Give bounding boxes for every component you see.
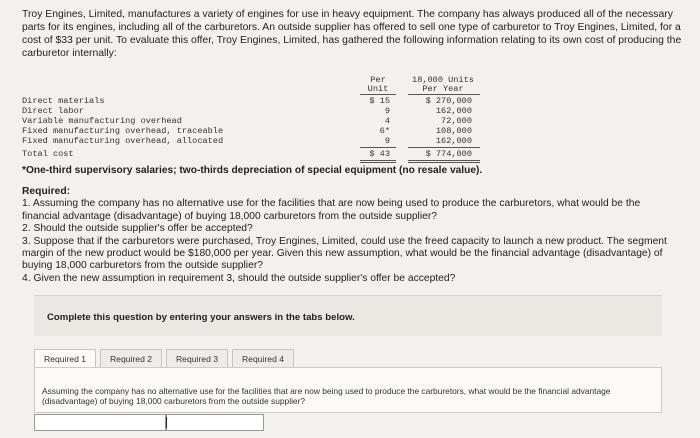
row-year: 162,000 bbox=[435, 106, 472, 116]
instructions-panel bbox=[34, 295, 662, 336]
question-box bbox=[34, 367, 662, 413]
answer-row bbox=[34, 414, 264, 432]
total-year-double-rule bbox=[408, 160, 480, 161]
tab-required-4[interactable]: Required 4 bbox=[232, 349, 294, 368]
answer-input[interactable] bbox=[166, 414, 264, 431]
instructions-text: Complete this question by entering your answers in the tabs below. bbox=[47, 312, 355, 323]
required-item-2: 2. Should the outside supplier's offer be accepted? bbox=[22, 223, 253, 235]
total-unit-double-rule bbox=[360, 160, 396, 161]
tab-required-3[interactable]: Required 3 bbox=[166, 349, 228, 368]
total-unit-double-rule-2 bbox=[360, 162, 396, 163]
required-section bbox=[22, 186, 672, 285]
row-year: 108,000 bbox=[435, 126, 472, 136]
header-year-line1: 18,000 Units bbox=[412, 75, 474, 85]
table-row bbox=[22, 116, 492, 126]
total-label: Total cost bbox=[22, 149, 74, 159]
row-year: 72,000 bbox=[441, 116, 472, 126]
tab-required-2[interactable]: Required 2 bbox=[100, 349, 162, 368]
row-year: 162,000 bbox=[435, 136, 472, 146]
required-title: Required: bbox=[22, 186, 71, 197]
header-unit-underline bbox=[360, 94, 396, 95]
row-unit: 4 bbox=[384, 116, 390, 126]
question-text: Assuming the company has no alternative use for the facilities that are now being used to produce the carburetors, what would be the financial advantage (disadvantage) of buying 18,000 carburetors from the outside supplier? bbox=[42, 386, 611, 406]
row-unit: 6* bbox=[379, 126, 390, 136]
row-year: $ 270,000 bbox=[425, 96, 472, 106]
row-unit: 9 bbox=[384, 136, 390, 146]
subtotal-year-rule bbox=[408, 147, 480, 148]
table-row bbox=[22, 126, 492, 136]
total-row bbox=[22, 149, 492, 159]
subtotal-unit-rule bbox=[360, 147, 396, 148]
table-row bbox=[22, 106, 492, 116]
header-unit-line1: Per bbox=[370, 75, 386, 85]
header-year-line2: Per Year bbox=[422, 84, 464, 94]
header-unit-line2: Unit bbox=[367, 84, 389, 94]
required-item-1: 1. Assuming the company has no alternative use for the facilities that are now being used to produce the carburetors, what would be the financial advantage (disadvantage) of buying 18,000 carburetors from the outside supplier? bbox=[22, 198, 641, 222]
required-item-3: 3. Suppose that if the carburetors were purchased, Troy Engines, Limited, could use the freed capacity to launch a new product. The segment margin of the new product would be $180,000 per year. Given this new assumption, what would be the financial advantage (disadvantage) of buying 18,000 carburetors from the outside supplier? bbox=[22, 235, 667, 272]
header-per-year bbox=[406, 76, 480, 94]
row-unit: $ 15 bbox=[369, 96, 390, 106]
total-year-double-rule-2 bbox=[408, 162, 480, 163]
row-unit: 9 bbox=[384, 106, 390, 116]
required-item-4: 4. Given the new assumption in requirement 3, should the outside supplier's offer be accepted? bbox=[22, 272, 456, 284]
header-year-underline bbox=[408, 94, 480, 95]
header-per-unit bbox=[358, 76, 398, 94]
tab-required-1[interactable]: Required 1 bbox=[34, 349, 96, 368]
row-label: Fixed manufacturing overhead, traceable bbox=[22, 126, 224, 136]
table-row bbox=[22, 96, 492, 106]
total-year: $ 774,000 bbox=[425, 149, 472, 159]
table-row bbox=[22, 136, 492, 146]
row-label: Direct materials bbox=[22, 96, 105, 106]
total-unit: $ 43 bbox=[369, 149, 390, 159]
answer-label-cell[interactable] bbox=[34, 414, 166, 431]
text-caret bbox=[166, 417, 167, 428]
row-label: Fixed manufacturing overhead, allocated bbox=[22, 136, 224, 146]
footnote: *One-third supervisory salaries; two-thirds depreciation of special equipment (no resale value). bbox=[22, 165, 483, 176]
problem-intro: Troy Engines, Limited, manufactures a variety of engines for use in heavy equipment. The company has always produced all of the necessary parts for its engines, including all of the carburetors. An outside supplier has offered to sell one type of carburetor to Troy Engines, Limited, for a cost of $33 per unit. To evaluate this offer, Troy Engines, Limited, has gathered the following information relating to its own cost of producing the carburetor internally: bbox=[22, 9, 682, 59]
row-label: Direct labor bbox=[22, 106, 84, 116]
row-label: Variable manufacturing overhead bbox=[22, 116, 182, 126]
